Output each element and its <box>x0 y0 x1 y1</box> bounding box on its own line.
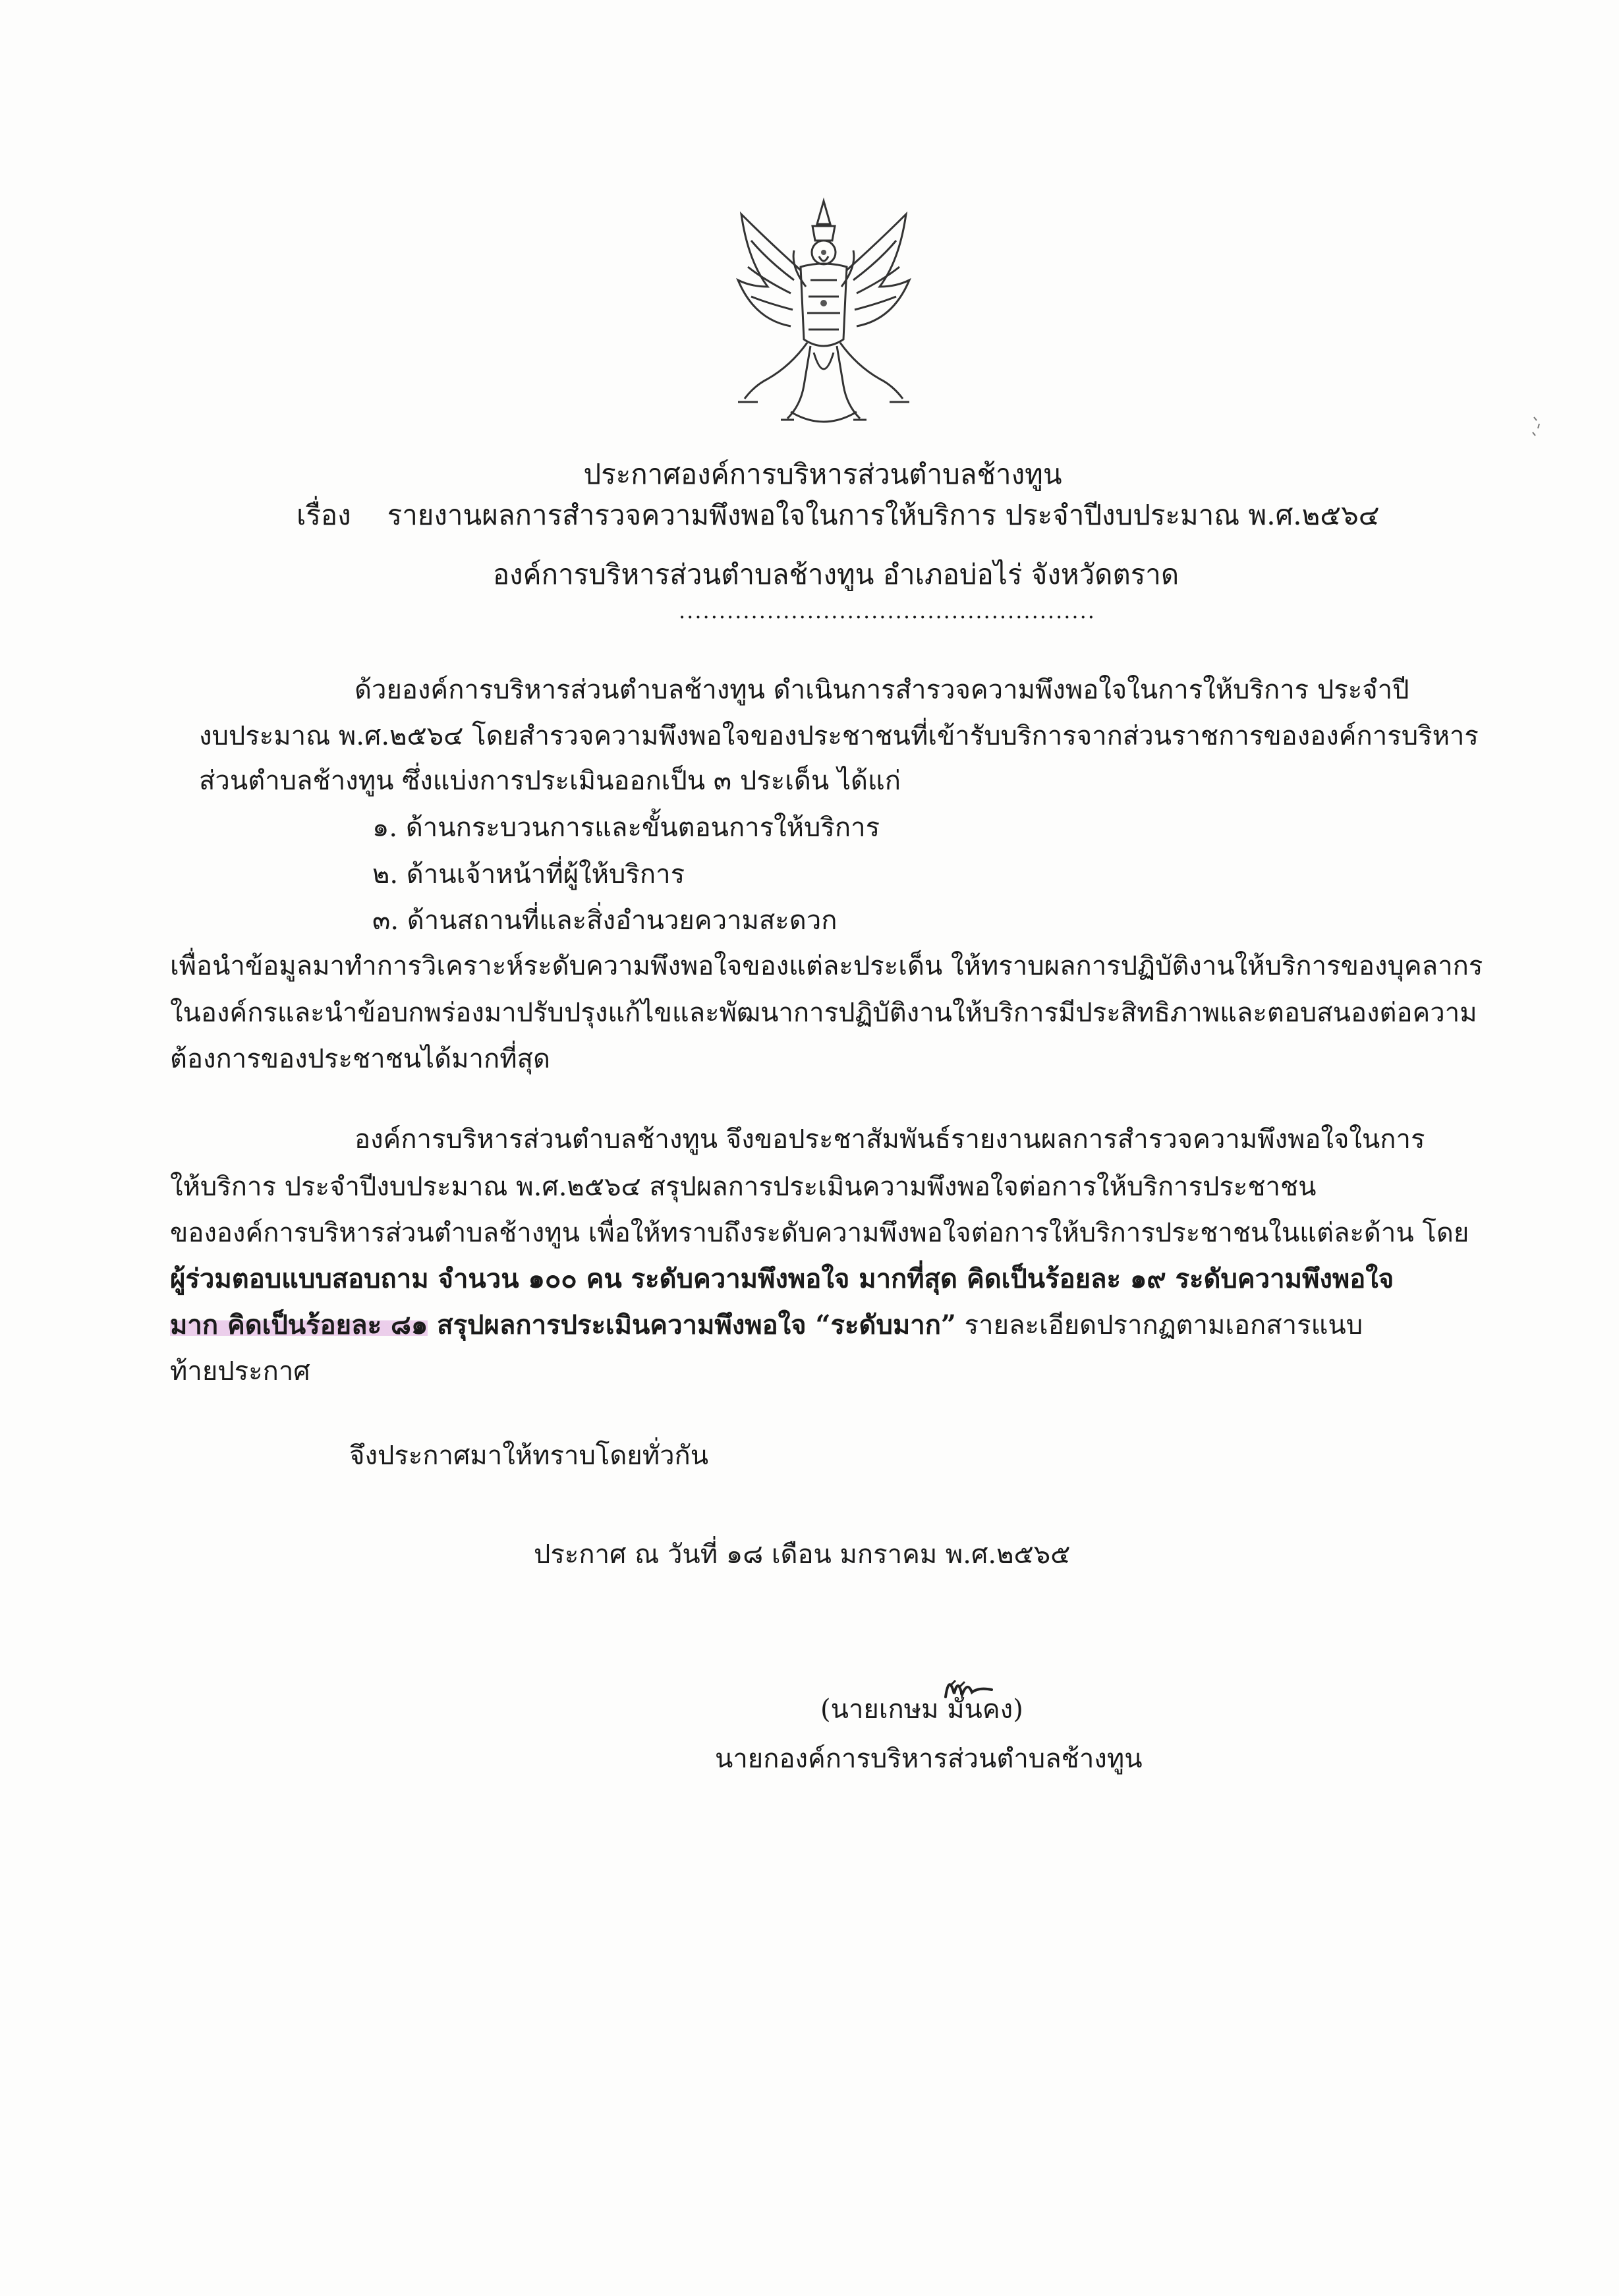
announcement-date: ประกาศ ณ วันที่ ๑๘ เดือน มกราคม พ.ศ.๒๕๖๕ <box>534 1539 1071 1570</box>
result-summary: สรุปผลการประเมินความพึงพอใจ “ระดับมาก” <box>428 1309 956 1340</box>
result-highlight: มาก คิดเป็นร้อยละ ๘๑ <box>170 1309 428 1340</box>
para1-line4: เพื่อนำข้อมูลมาทำการวิเคราะห์ระดับความพึงพอใจของแต่ละประเด็น ให้ทราบผลการปฏิบัติงานให้บริการของบุคลากร <box>170 951 1483 981</box>
announcement-organization: องค์การบริหารส่วนตำบลช้างทูน อำเภอบ่อไร่ จังหวัดตราด <box>492 558 1179 590</box>
heading-separator: .................................................... <box>679 598 1096 623</box>
para2-line5 <box>170 1306 1363 1344</box>
para1-item-2: ๒. ด้านเจ้าหน้าที่ผู้ให้บริการ <box>372 859 685 890</box>
signer-name: (นายเกษม มั่นคง) <box>820 1694 1023 1725</box>
para1-item-1: ๑. ด้านกระบวนการและขั้นตอนการให้บริการ <box>372 813 880 843</box>
para2-line6: ท้ายประกาศ <box>170 1356 310 1387</box>
announcement-title: ประกาศองค์การบริหารส่วนตำบลช้างทูน <box>583 458 1062 490</box>
para1-line2: งบประมาณ พ.ศ.๒๕๖๔ โดยสำรวจความพึงพอใจของประชาชนที่เข้ารับบริการจากส่วนราชการขององค์การบริหาร <box>199 721 1479 751</box>
para1-item-3: ๓. ด้านสถานที่และสิ่งอำนวยความสะดวก <box>372 905 838 936</box>
garuda-emblem-icon <box>728 188 919 438</box>
para1-line5: ในองค์กรและนำข้อบกพร่องมาปรับปรุงแก้ไขและพัฒนาการปฏิบัติงานให้บริการมีประสิทธิภาพและตอบสนองต่อความ <box>170 998 1477 1028</box>
signer-title: นายกองค์การบริหารส่วนตำบลช้างทูน <box>715 1744 1143 1774</box>
announcement-subject <box>297 496 1380 535</box>
para2-line2: ให้บริการ ประจำปีงบประมาณ พ.ศ.๒๕๖๔ สรุปผลการประเมินความพึงพอใจต่อการให้บริการประชาชน <box>170 1172 1317 1202</box>
result-details: รายละเอียดปรากฏตามเอกสารแนบ <box>955 1310 1363 1340</box>
para2-line1: องค์การบริหารส่วนตำบลช้างทูน จึงขอประชาสัมพันธ์รายงานผลการสำรวจความพึงพอใจในการ <box>355 1124 1425 1155</box>
subject-text: รายงานผลการสำรวจความพึงพอใจในการให้บริการ ประจำปีงบประมาณ พ.ศ.๒๕๖๔ <box>387 499 1380 531</box>
subject-label: เรื่อง <box>297 499 351 531</box>
scan-mark-icon <box>1527 414 1547 440</box>
para2-line3: ขององค์การบริหารส่วนตำบลช้างทูน เพื่อให้ทราบถึงระดับความพึงพอใจต่อการให้บริการประชาชนในแต่ละด้าน โดย <box>170 1218 1469 1248</box>
para1-line6: ต้องการของประชาชนได้มากที่สุด <box>170 1044 550 1074</box>
para1-line1: ด้วยองค์การบริหารส่วนตำบลช้างทูน ดำเนินการสำรวจความพึงพอใจในการให้บริการ ประจำปี <box>355 675 1409 705</box>
closing-notice: จึงประกาศมาให้ทราบโดยทั่วกัน <box>349 1441 709 1471</box>
para1-line3: ส่วนตำบลช้างทูน ซึ่งแบ่งการประเมินออกเป็น ๓ ประเด็น ได้แก่ <box>199 766 901 796</box>
para2-line4: ผู้ร่วมตอบแบบสอบถาม จำนวน ๑๐๐ คน ระดับความพึงพอใจ มากที่สุด คิดเป็นร้อยละ ๑๙ ระดับความพึงพอใจ <box>170 1263 1394 1294</box>
